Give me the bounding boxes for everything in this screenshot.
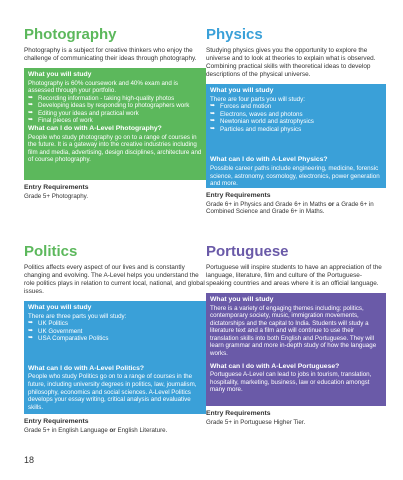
list-item: ➥ Final pieces of work (28, 117, 93, 125)
photography-do-text: People who study photography go on to a range of courses in the future. It is a gateway into the creative industries including film and media, advertising, design disciplines, architecture and of course photography. (28, 133, 202, 164)
physics-intro: Studying physics gives you the opportunity to explore the universe and to look at theories to explain what is observed. Combining practical skills with theoretical ideas to develop descriptions of the physical universe. (206, 47, 376, 78)
arrow-icon: ➥ (210, 125, 216, 132)
list-item: ➥ Particles and medical physics (210, 125, 302, 133)
politics-entry-heading: Entry Requirements (24, 418, 89, 425)
list-item: ➥ UK Politics (28, 320, 68, 328)
physics-entry-text: Grade 6+ in Physics and Grade 6+ in Maths or a Grade 6+ in Combined Science and Grade 6+ in Maths. (206, 200, 374, 216)
politics-do-text: People who study Politics go on to a range of courses in the future, including university degrees in politics, law, journalism, philosophy, economics and social sciences. A-Level Politics develops your essay writing, critical analysis and evaluative skills. (28, 373, 197, 411)
photography-title: Photography (24, 26, 117, 43)
physics-section (206, 26, 386, 216)
arrow-icon: ➥ (28, 335, 34, 342)
physics-do-heading: What can I do with A-Level Physics? (210, 156, 328, 164)
physics-entry-heading: Entry Requirements (206, 192, 271, 199)
arrow-icon: ➥ (28, 94, 34, 101)
portuguese-info-box (206, 293, 386, 406)
list-item: ➥ Forces and motion (210, 103, 272, 111)
politics-entry-text: Grade 5+ in English Language or English Literature. (24, 426, 168, 434)
list-item: ➥ Editing your ideas and practical work (28, 109, 139, 117)
photography-entry-text: Grade 5+ Photography. (24, 192, 89, 200)
physics-title: Physics (206, 26, 263, 43)
page-number: 18 (24, 455, 35, 465)
physics-study-heading: What you will study (210, 87, 274, 94)
arrow-icon: ➥ (210, 118, 216, 125)
list-item: ➥ Electrons, waves and photons (210, 110, 303, 118)
arrow-icon: ➥ (210, 103, 216, 110)
politics-info-box (24, 301, 206, 414)
photography-intro: Photography is a subject for creative thinkers who enjoy the challenge of communicating their ideas through photography. (24, 47, 197, 62)
portuguese-entry-heading: Entry Requirements (206, 410, 271, 417)
arrow-icon: ➥ (28, 109, 34, 116)
arrow-icon: ➥ (28, 327, 34, 334)
physics-study-text: There are four parts you will study: (210, 95, 305, 103)
photography-study-heading: What you will study (28, 71, 92, 78)
politics-title: Politics (24, 243, 78, 260)
list-item: ➥ USA Comparative Politics (28, 335, 109, 343)
politics-do-heading: What can I do with A-Level Politics? (28, 364, 145, 372)
politics-study-heading: What you will study (28, 304, 92, 311)
photography-entry-heading: Entry Requirements (24, 184, 89, 191)
portuguese-do-text: Portuguese A-Level can lead to jobs in tourism, translation, hospitality, marketing, business, law or education amongst many more. (210, 371, 372, 394)
portuguese-entry-text: Grade 5+ in Portuguese Higher Tier. (206, 418, 306, 426)
portuguese-study-text: There is a variety of engaging themes including: politics, contemporary society, music, immigration movements, dictatorships and the capital to India. Students will study a literature text and a film and will continue to use their translation skills into both English and Portuguese. They will learn grammar and more in-depth study of how the language works. (210, 304, 377, 358)
physics-do-text: Possible career paths include engineering, medicine, forensic science, astronomy, cosmology, electronics, power generation and more. (210, 164, 380, 188)
portuguese-intro: Portuguese will inspire students to have an appreciation of the language, literature, film and culture of the Portuguese-speaking countries and areas where it is an official language. (206, 264, 382, 287)
politics-study-text: There are three parts you will study: (28, 312, 127, 320)
portuguese-title: Portuguese (206, 243, 289, 260)
portuguese-study-heading: What you will study (210, 296, 274, 303)
photography-study-text: Photography is 60% coursework and 40% exam and is assessed through your portfolio. (28, 79, 178, 95)
photography-info-box (24, 68, 206, 180)
portuguese-do-heading: What can I do with A-Level Portuguese? (210, 362, 340, 370)
politics-intro: Politics affects every aspect of our lives and is constantly changing and evolving. The A-Level helps you understand the role politics plays in relation to current local, national, and global issues. (24, 264, 205, 295)
photography-section (24, 26, 206, 200)
arrow-icon: ➥ (210, 110, 216, 117)
list-item: ➥ Recording information - taking high-quality photos (28, 94, 175, 102)
arrow-icon: ➥ (28, 320, 34, 327)
photography-do-heading: What can I do with A-Level Photography? (28, 125, 162, 133)
list-item: ➥ Developing ideas by responding to photographers work (28, 102, 190, 110)
portuguese-section (206, 243, 386, 426)
list-item: ➥ Newtonian world and astrophysics (210, 118, 314, 126)
physics-info-box (206, 84, 386, 188)
arrow-icon: ➥ (28, 117, 34, 124)
politics-section (24, 243, 206, 434)
list-item: ➥ UK Government (28, 327, 83, 335)
arrow-icon: ➥ (28, 102, 34, 109)
